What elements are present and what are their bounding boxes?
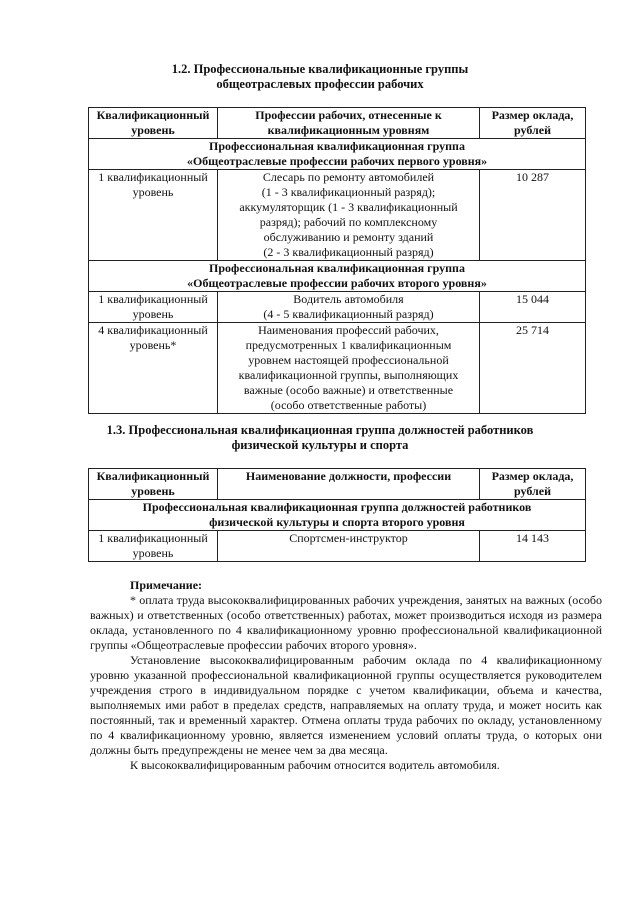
header-professions: Профессии рабочих, отнесенные к квалификационным уровням [218, 108, 480, 139]
note [90, 578, 602, 773]
header-salary: Размер оклада, рублей [480, 108, 586, 139]
note-paragraph-1 [90, 593, 602, 653]
header-professions: Наименование должности, профессии [218, 469, 480, 500]
note-text: * оплата труда высококвалифицированных рабочих учреждения, занятых на важных (особо важных) и ответственных (особо ответственных) работах, может производиться исходя из размера оклада, установленного по 4 квалификационному уровню профессиональной квалификационной группы «Общеотраслевые профессии рабочих второго уровня». [90, 593, 602, 652]
group-row [89, 500, 586, 531]
note-text: К высококвалифицированным рабочим относится водитель автомобиля. [130, 758, 500, 772]
header-level: Квалификационный уровень [89, 469, 218, 500]
note-title: Примечание: [130, 578, 203, 592]
title-line: физической культуры и спорта [231, 438, 409, 452]
cell-professions: Водитель автомобиля (4 - 5 квалификационный разряд) [218, 292, 480, 323]
note-paragraph-3 [90, 758, 602, 773]
title-line: 1.2. Профессиональные квалификационные группы [171, 62, 469, 76]
cell-level: 1 квалификационный уровень [89, 170, 218, 261]
header-level: Квалификационный уровень [89, 108, 218, 139]
group-row [89, 139, 586, 170]
cell-professions: Наименования профессий рабочих, предусмотренных 1 квалификационным уровнем настоящей профессиональной квалификационной группы, выполняющих важные (особо важные) и ответственные (особо ответственные работы) [218, 323, 480, 414]
cell-salary: 14 143 [480, 531, 586, 562]
group-title: Профессиональная квалификационная группа должностей работников физической культуры и спорта второго уровня [89, 500, 586, 531]
title-line: 1.3. Профессиональная квалификационная группа должностей работников [106, 423, 534, 437]
cell-salary: 10 287 [480, 170, 586, 261]
cell-salary: 25 714 [480, 323, 586, 414]
section-1-3-title [0, 423, 640, 453]
table-header-row [89, 469, 586, 500]
title-line: общеотраслевых профессии рабочих [216, 77, 424, 91]
group-title: Профессиональная квалификационная группа «Общеотраслевые профессии рабочих второго уровня» [89, 261, 586, 292]
table-header-row [89, 108, 586, 139]
cell-professions: Слесарь по ремонту автомобилей (1 - 3 квалификационный разряд); аккумуляторщик (1 - 3 квалификационный разряд); рабочий по комплексному обслуживанию и ремонту зданий (2 - 3 квалификационный разряд) [218, 170, 480, 261]
table-1-3 [88, 468, 586, 562]
cell-level: 4 квалификационный уровень* [89, 323, 218, 414]
group-row [89, 261, 586, 292]
table-row [89, 292, 586, 323]
table-row [89, 170, 586, 261]
table-1-2 [88, 107, 586, 414]
table-row [89, 531, 586, 562]
cell-level: 1 квалификационный уровень [89, 292, 218, 323]
header-salary: Размер оклада, рублей [480, 469, 586, 500]
note-paragraph-2 [90, 653, 602, 758]
cell-professions: Спортсмен-инструктор [218, 531, 480, 562]
group-title: Профессиональная квалификационная группа «Общеотраслевые профессии рабочих первого уровня» [89, 139, 586, 170]
cell-salary: 15 044 [480, 292, 586, 323]
cell-level: 1 квалификационный уровень [89, 531, 218, 562]
note-text: Установление высококвалифицированным рабочим оклада по 4 квалификационному уровню указанной профессиональной квалификационной группы осуществляется руководителем учреждения строго в индивидуальном порядке с учетом квалификации, объема и качества, выполняемых ими работ в пределах средств, направляемых на оплату труда, и может носить как постоянный, так и временный характер. Отмена оплаты труда рабочих по окладу, установленному по 4 квалификационному уровню, является изменением условий оплаты труда, о которых они должны быть предупреждены не менее чем за два месяца. [90, 653, 602, 757]
table-row [89, 323, 586, 414]
section-1-2-title [0, 62, 640, 92]
